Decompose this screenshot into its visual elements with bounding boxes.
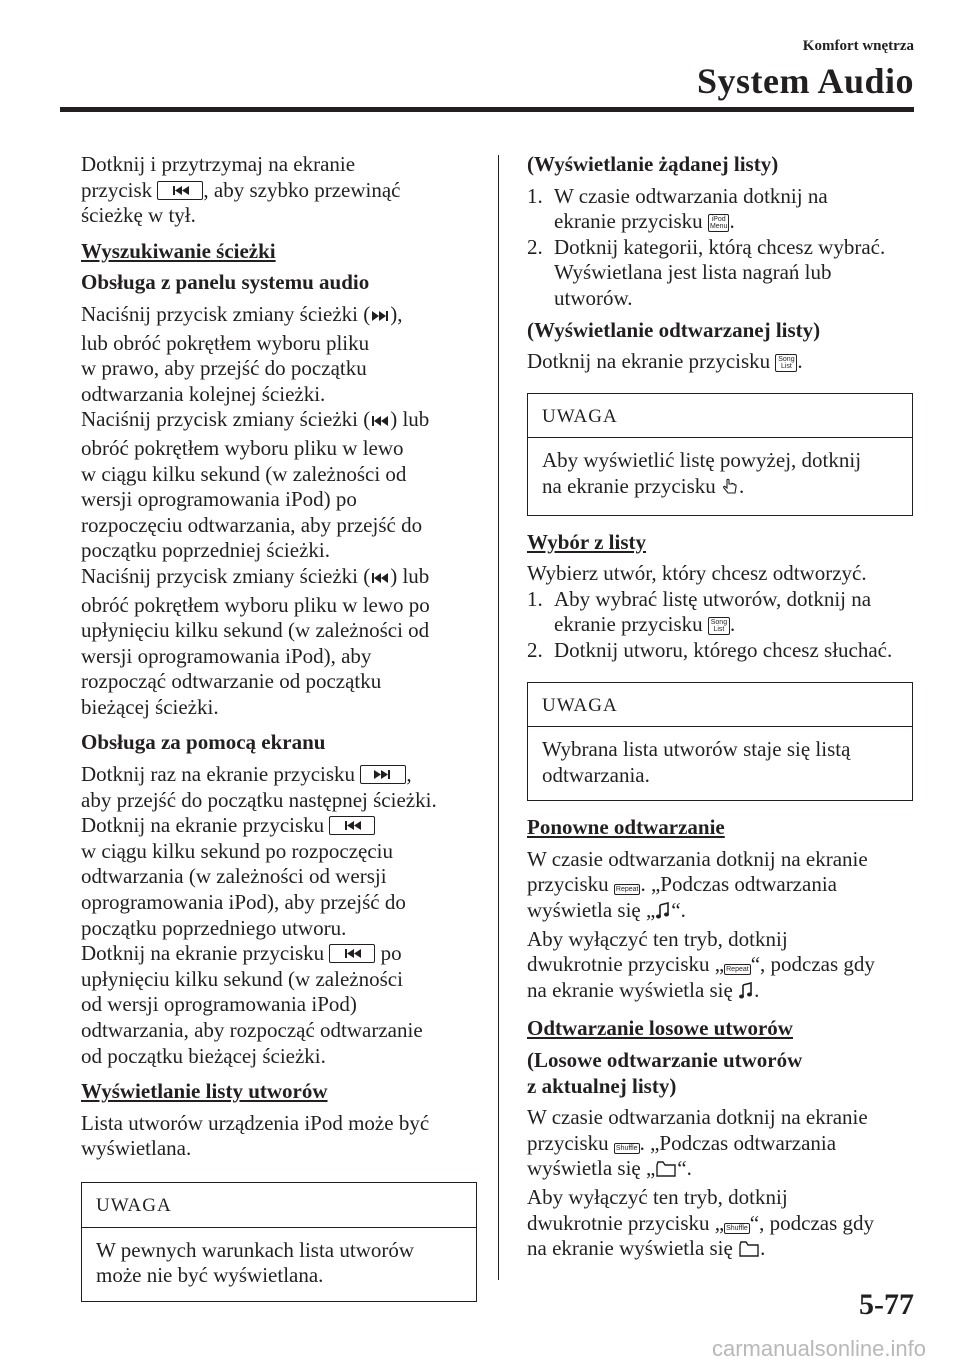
repeat-indicator-icon [738, 981, 754, 1007]
subheading-repeat: Ponowne odtwarzanie [527, 815, 725, 840]
rewind-button-icon [329, 944, 375, 963]
note-box [81, 1182, 477, 1302]
page-title: System Audio [696, 61, 914, 101]
paragraph-repeat-on: W czasie odtwarzania dotknij na ekranie przycisku Repeat. „Podczas odtwarzania wyświetla się „ “. [527, 847, 917, 927]
track-up-icon [370, 305, 390, 331]
paragraph-track-next-knob: Naciśnij przycisk zmiany ścieżki ( ), lub obróć pokrętłem wyboru pliku w prawo, aby przejść do początku odtwarzania kolejnej ścieżki. [81, 301, 403, 406]
ipod-menu-icon: iPod Menu [709, 216, 728, 231]
paragraph-screen-prev: Dotknij na ekranie przycisku w ciągu kilku sekund po rozpoczęciu odtwarzania (w zależności od wersji oprogramowania iPod), aby przejść do początku poprzedniego utworu. [81, 813, 406, 940]
heading-screen-operation: Obsługa za pomocą ekranu [81, 730, 326, 755]
paragraph-screen-restart: Dotknij na ekranie przycisku po upłynięciu kilku sekund (w zależności od wersji oprogramowania iPod) odtwarzania, aby rozpocząć odtwarzanie od początku bieżącej ścieżki. [81, 941, 423, 1068]
subheading-track-search: Wyszukiwanie ścieżki [81, 238, 276, 263]
heading-shuffle-current-list: (Losowe odtwarzanie utworów z aktualnej listy) [527, 1048, 803, 1098]
rewind-button-icon [157, 181, 203, 200]
heading-playing-list: (Wyświetlanie odtwarzanej listy) [527, 317, 821, 342]
shuffle-button-icon: Shuffle [726, 1224, 748, 1232]
shuffle-button-icon: Shuffle [615, 1144, 638, 1152]
note-title: UWAGA [528, 394, 912, 439]
folder-indicator-icon [655, 1159, 677, 1185]
list-item: 1. W czasie odtwarzania dotknij na ekranie przycisku iPod Menu. [527, 183, 828, 234]
list-item: 2. Dotknij utworu, którego chcesz słuchać. [527, 637, 893, 662]
repeat-button-icon: Repeat [615, 886, 639, 894]
paragraph-shuffle-off: Aby wyłączyć ten tryb, dotknij dwukrotnie przycisku „ Shuffle“, podczas gdy na ekranie wyświetla się . [527, 1185, 917, 1265]
rewind-button-icon [329, 816, 375, 835]
header-section: Komfort wnętrza [802, 38, 914, 54]
heading-panel-operation: Obsługa z panelu systemu audio [81, 270, 370, 295]
track-down-icon [370, 410, 390, 436]
paragraph-repeat-off: Aby wyłączyć ten tryb, dotknij dwukrotnie przycisku „ Repeat“, podczas gdy na ekranie wyświetla się . [527, 927, 917, 1007]
paragraph-playing-list: Dotknij na ekranie przycisku Song List . [527, 349, 803, 374]
note-body: Aby wyświetlić listę powyżej, dotknij na ekranie przycisku . [528, 438, 912, 514]
ordered-list [527, 587, 917, 664]
paragraph-shuffle-on: W czasie odtwarzania dotknij na ekranie przycisku Shuffle. „Podczas odtwarzania wyświetla się „ “. [527, 1105, 917, 1185]
paragraph-track-restart-knob: Naciśnij przycisk zmiany ścieżki ( ) lub obróć pokrętłem wyboru pliku w lewo po upłynięciu kilku sekund (w zależności od wersji oprogramowania iPod), aby rozpocząć odtwarzanie od początku bieżącej ścieżki. [81, 563, 430, 719]
list-item: 2. Dotknij kategorii, którą chcesz wybrać. Wyświetlana jest lista nagrań lub utworów. [527, 234, 886, 310]
paragraph-screen-next: Dotknij raz na ekranie przycisku , aby przejść do początku następnej ścieżki. [81, 762, 437, 812]
song-list-icon: Song List [708, 617, 730, 635]
page-number: 5-77 [859, 1288, 914, 1321]
note-box [527, 682, 913, 802]
song-list-icon: Song List [775, 354, 797, 372]
ordered-list [527, 184, 917, 312]
note-title: UWAGA [528, 683, 912, 728]
paragraph-list-display: Lista utworów urządzenia iPod może być wyświetlana. [81, 1110, 430, 1161]
forward-button-icon [360, 765, 406, 784]
touch-hand-icon [721, 477, 739, 503]
note-body: Wybrana lista utworów staje się listą odtwarzania. [542, 737, 851, 787]
paragraph-track-prev-knob: Naciśnij przycisk zmiany ścieżki ( ) lub obróć pokrętłem wyboru pliku w lewo w ciągu kilku sekund (w zależności od wersji oprogramowania iPod) po rozpoczęciu odtwarzania, aby przejść do początku poprzedniej ścieżki. [81, 407, 430, 563]
paragraph-fast-rewind: Dotknij i przytrzymaj na ekranie przycisk , aby szybko przewinąć ścieżkę w tył. [81, 152, 401, 228]
watermark: carmanualsonline.info [711, 1336, 926, 1361]
heading-requested-list: (Wyświetlanie żądanej listy) [527, 152, 779, 176]
subheading-shuffle: Odtwarzanie losowe utworów [527, 1016, 793, 1041]
column-divider [498, 155, 499, 1280]
subheading-song-list: Wyświetlanie listy utworów [81, 1079, 328, 1104]
track-down-icon [370, 567, 390, 593]
subheading-select-from-list: Wybór z listy [527, 529, 646, 554]
right-column [527, 152, 917, 1271]
folder-indicator-icon [738, 1239, 760, 1265]
note-title: UWAGA [82, 1183, 476, 1228]
repeat-indicator-icon [655, 901, 671, 927]
paragraph-select-track: Wybierz utwór, który chcesz odtworzyć. [527, 561, 867, 586]
header-rule [60, 107, 914, 112]
note-box [527, 393, 913, 516]
note-body: W pewnych warunkach lista utworów może nie być wyświetlana. [96, 1237, 415, 1288]
repeat-button-icon: Repeat [726, 966, 749, 974]
list-item: 1. Aby wybrać listę utworów, dotknij na ekranie przycisku Song List . [527, 586, 872, 637]
left-column [81, 152, 481, 1316]
